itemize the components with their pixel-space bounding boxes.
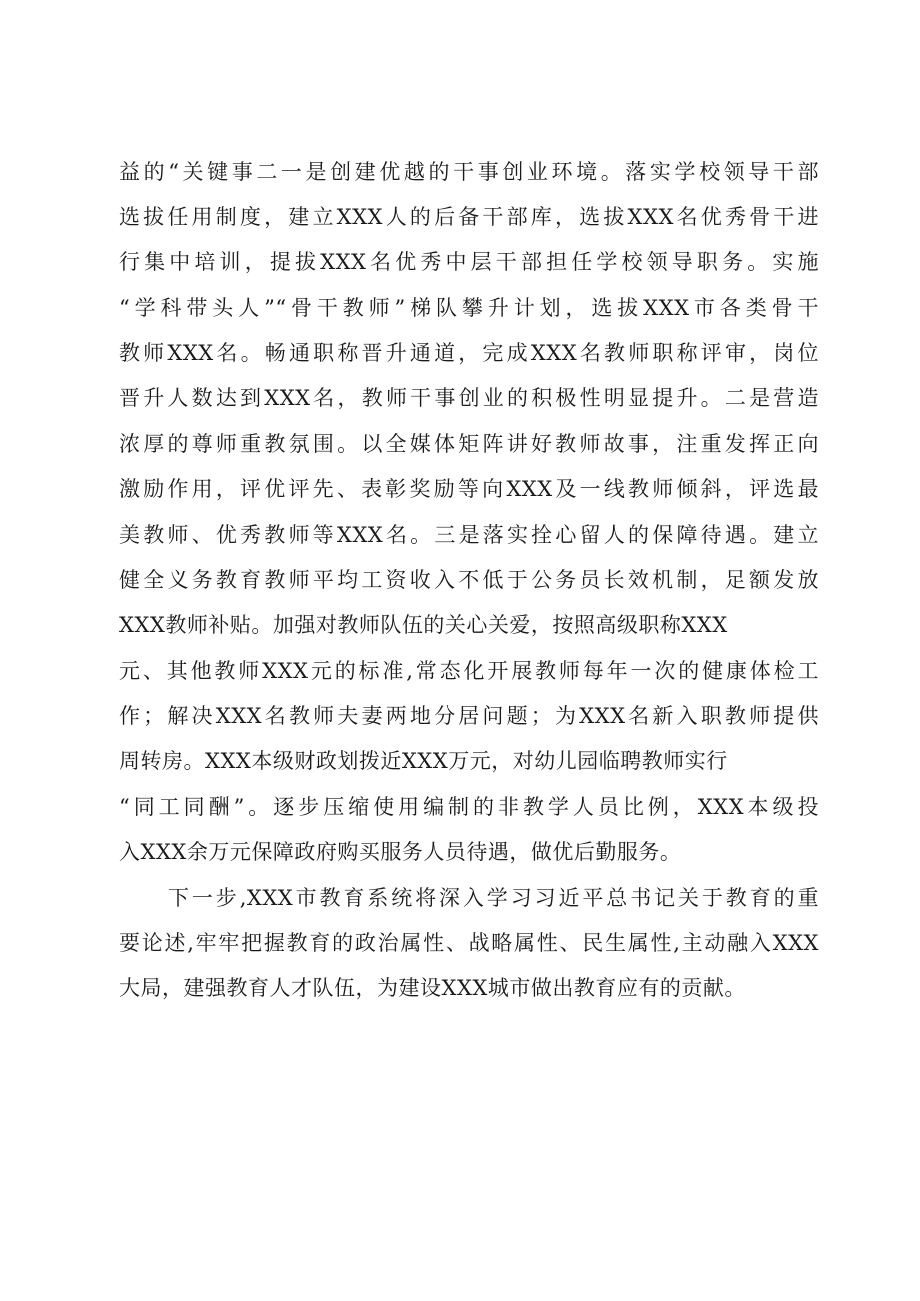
text-line: 晋升人数达到XXX名，教师干事创业的积极性明显提升。二是营造: [119, 386, 819, 410]
text-line: 入XXX余万元保障政府购买服务人员待遇，做优后勤服务。: [119, 840, 682, 864]
text-line: 美教师、优秀教师等XXX名。三是落实拴心留人的保障待遇。建立: [119, 523, 819, 547]
text-line: 益的“关键事二一是创建优越的干事创业环境。落实学校领导干部: [119, 160, 819, 184]
text-line: “同工同酬”。逐步压缩使用编制的非教学人员比例，XXX本级投: [119, 795, 819, 819]
paragraph-first-line: 下一步,XXX市教育系统将深入学习习近平总书记关于教育的重: [168, 886, 819, 910]
text-line: 激励作用，评优评先、表彰奖励等向XXX及一线教师倾斜，评选最: [119, 477, 819, 501]
text-line: 选拔任用制度，建立XXX人的后备干部库，选拔XXX名优秀骨干进: [119, 205, 819, 229]
text-line: 教师XXX名。畅通职称晋升通道，完成XXX名教师职称评审，岗位: [119, 341, 819, 365]
text-line: 行集中培训，提拔XXX名优秀中层干部担任学校领导职务。实施: [119, 250, 819, 274]
text-line: 要论述,牢牢把握教育的政治属性、战略属性、民生属性,主动融入XXX: [119, 931, 819, 955]
text-line: 大局，建强教育人才队伍，为建设XXX城市做出教育应有的贡献。: [119, 976, 746, 1000]
text-line: 周转房。XXX本级财政划拨近XXX万元，对幼儿园临聘教师实行: [119, 749, 728, 773]
text-line: XXX教师补贴。加强对教师队伍的关心关爱，按照高级职称XXX: [119, 613, 728, 637]
text-line: 作；解决XXX名教师夫妻两地分居问题；为XXX名新入职教师提供: [119, 704, 819, 728]
text-line: “学科带头人”“骨干教师”梯队攀升计划，选拔XXX市各类骨干: [119, 296, 819, 320]
text-line: 元、其他教师XXX元的标准,常态化开展教师每年一次的健康体检工: [119, 659, 819, 683]
text-line: 健全义务教育教师平均工资收入不低于公务员长效机制，足额发放: [119, 568, 819, 592]
text-line: 浓厚的尊师重教氛围。以全媒体矩阵讲好教师故事，注重发挥正向: [119, 432, 819, 456]
